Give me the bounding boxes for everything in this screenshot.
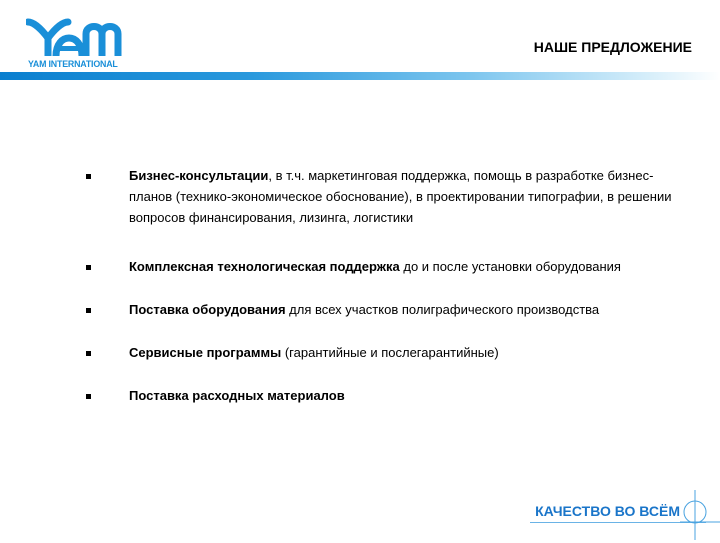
registration-mark-icon bbox=[680, 490, 720, 540]
yam-logo bbox=[26, 18, 124, 74]
offer-text bbox=[129, 165, 684, 228]
offer-text bbox=[129, 256, 684, 277]
bullet-icon bbox=[86, 394, 91, 399]
offer-title: Поставка оборудования bbox=[129, 302, 286, 317]
offer-description: , в т.ч. маркетинговая поддержка, помощь в разработке бизнес-планов (технико-экономическое обоснование), в проектировании типографии, в решении вопросов финансирования, лизинга, логистики bbox=[129, 168, 672, 225]
footer-slogan: КАЧЕСТВО ВО ВСЁМ bbox=[535, 503, 680, 519]
offer-description: до и после установки оборудования bbox=[399, 259, 621, 274]
header-gradient-band bbox=[0, 72, 720, 80]
offer-title: Сервисные программы bbox=[129, 345, 282, 360]
bullet-icon bbox=[86, 174, 91, 179]
offer-title: Поставка расходных материалов bbox=[129, 388, 345, 403]
offer-text bbox=[129, 385, 684, 406]
yam-logo-icon bbox=[26, 18, 124, 60]
bullet-icon bbox=[86, 351, 91, 356]
bullet-icon bbox=[86, 308, 91, 313]
offer-description: для всех участков полиграфического производства bbox=[285, 302, 600, 317]
logo-caption: YAM INTERNATIONAL bbox=[28, 59, 118, 70]
offer-text bbox=[129, 299, 684, 320]
page-title: НАШЕ ПРЕДЛОЖЕНИЕ bbox=[533, 39, 692, 55]
offer-title: Комплексная технологическая поддержка bbox=[129, 259, 400, 274]
offer-title: Бизнес-консультации bbox=[129, 168, 269, 183]
bullet-icon bbox=[86, 265, 91, 270]
offer-text bbox=[129, 342, 684, 363]
offer-description: (гарантийные и послегарантийные) bbox=[281, 345, 499, 360]
